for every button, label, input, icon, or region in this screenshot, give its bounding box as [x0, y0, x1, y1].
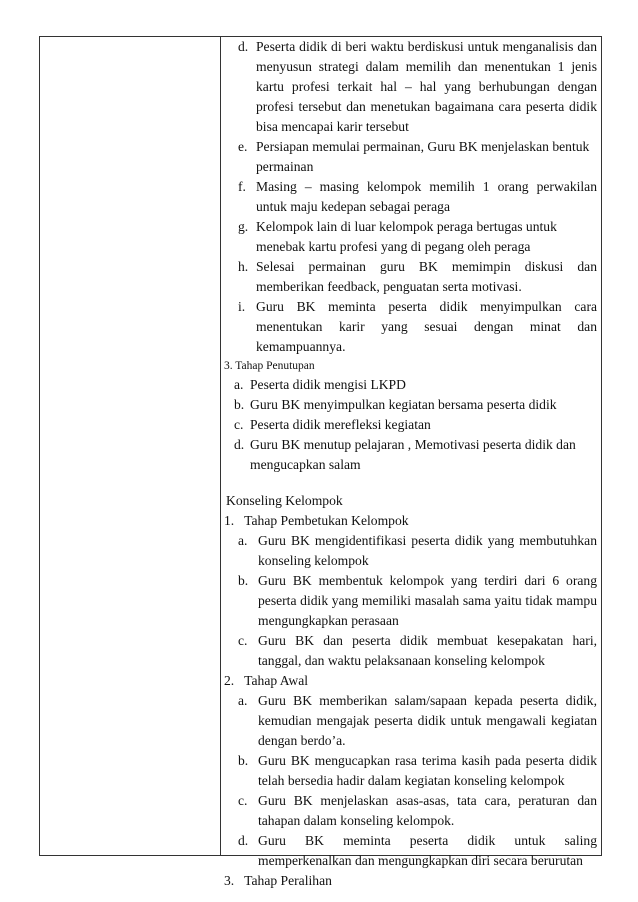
konseling-title: Konseling Kelompok — [226, 493, 343, 508]
pembentukan-list — [224, 531, 597, 671]
list-item: e. Persiapan memulai permainan, Guru BK menjelaskan bentuk permainan — [238, 139, 590, 174]
game-steps-list — [224, 37, 597, 357]
awal-list — [224, 691, 597, 871]
list-item: b. Guru BK menyimpulkan kegiatan bersama peserta didik — [234, 397, 557, 412]
list-item: d. Peserta didik di beri waktu berdiskusi untuk menganalisis dan menyusun strategi dalam memilih dan menentukan 1 jenis kartu profesi terkait hal – hal yang berhubungan dengan profesi tersebut dan menetukan bagaimana cara peserta didik bisa mencapai karir tersebut — [238, 39, 597, 134]
list-item: d. Guru BK menutup pelajaran , Memotivasi peserta didik dan mengucapkan salam — [234, 437, 576, 472]
list-item: d. Guru BK meminta peserta didik untuk saling memperkenalkan dan mengungkapkan diri secara berurutan — [238, 833, 597, 868]
stage-heading-peralihan: 3. Tahap Peralihan — [224, 873, 332, 888]
column-divider — [220, 37, 221, 855]
list-item: h. Selesai permainan guru BK memimpin diskusi dan memberikan feedback, penguatan serta motivasi. — [238, 259, 597, 294]
spacer — [224, 475, 597, 491]
document-table — [39, 36, 602, 888]
list-item: c. Guru BK menjelaskan asas-asas, tata cara, peraturan dan tahapan dalam konseling kelompok. — [238, 793, 597, 828]
section-heading-penutupan: 3. Tahap Penutupan — [224, 360, 315, 372]
list-item: c. Guru BK dan peserta didik membuat kesepakatan hari, tanggal, dan waktu pelaksanaan konseling kelompok — [238, 633, 597, 668]
list-item: a. Guru BK memberikan salam/sapaan kepada peserta didik, kemudian mengajak peserta didik untuk mengawali kegiatan dengan berdo’a. — [238, 693, 597, 748]
list-item: a. Guru BK mengidentifikasi peserta didik yang membutuhkan konseling kelompok — [238, 533, 597, 568]
list-item: b. Guru BK membentuk kelompok yang terdiri dari 6 orang peserta didik yang memiliki masalah sama yaitu tidak mampu mengungkapkan perasaan — [238, 573, 597, 628]
right-column-content — [224, 37, 597, 891]
list-item: b. Guru BK mengucapkan rasa terima kasih pada peserta didik telah bersedia hadir dalam kegiatan konseling kelompok — [238, 753, 597, 788]
list-item: f. Masing – masing kelompok memilih 1 orang perwakilan untuk maju kedepan sebagai peraga — [238, 179, 597, 214]
list-item: i. Guru BK meminta peserta didik menyimpulkan cara menentukan karir yang sesuai dengan minat dan kemampuannya. — [238, 299, 597, 354]
penutupan-list — [224, 375, 597, 475]
stage-heading-awal: 2. Tahap Awal — [224, 673, 309, 688]
list-item: g. Kelompok lain di luar kelompok peraga bertugas untuk menebak kartu profesi yang di pegang oleh peraga — [238, 219, 557, 254]
list-item: a. Peserta didik mengisi LKPD — [234, 377, 406, 392]
list-item: c. Peserta didik merefleksi kegiatan — [234, 417, 431, 432]
stage-heading-pembentukan: 1. Tahap Pembetukan Kelompok — [224, 513, 409, 528]
